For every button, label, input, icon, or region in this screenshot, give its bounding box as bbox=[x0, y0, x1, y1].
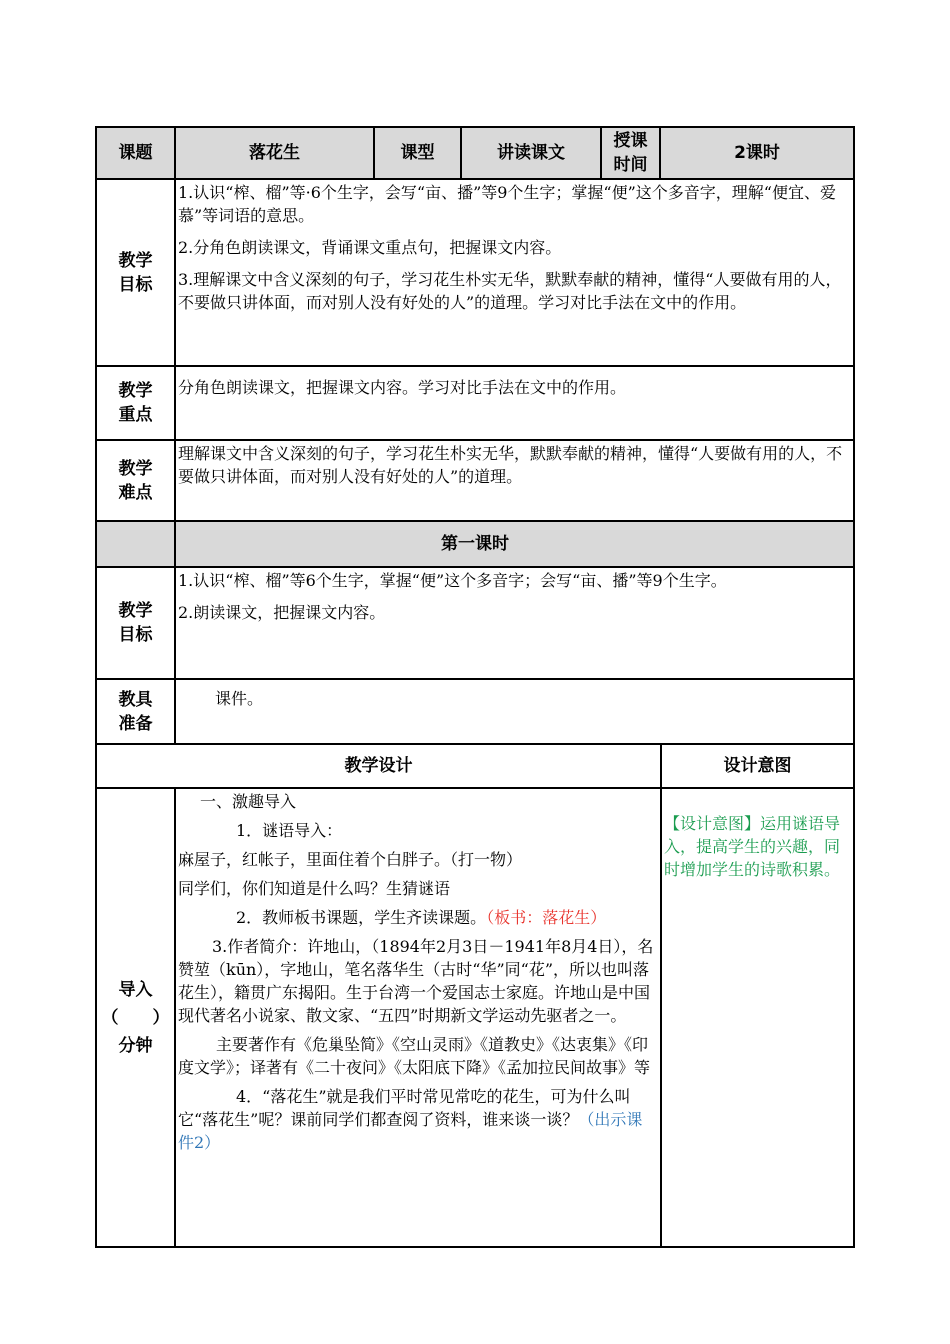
author-intro: 3.作者简介：许地山，（1894年2月3日－1941年8月4日），名赞堃（kūn），字地山，笔名落华生（古时“华”同“花”，所以也叫落花生），籍贯广东揭阳。生于台湾一个爱国志士家庭。许地山是中国现代著名小说家、散文家、“五四”时期新文学运动先驱者之一。 bbox=[178, 937, 654, 1025]
periods: 2课时 bbox=[734, 143, 780, 163]
key-points-content: 分角色朗读课文，把握课文内容。学习对比手法在文中的作用。 bbox=[178, 378, 627, 397]
subject-title: 落花生 bbox=[249, 143, 300, 163]
label-subject: 课题 bbox=[118, 143, 153, 163]
label-type: 课型 bbox=[400, 143, 435, 163]
tools-content: 课件。 bbox=[215, 689, 264, 708]
grid-line bbox=[853, 126, 855, 1248]
design-intent: 【设计意图】运用谜语导入，提高学生的兴趣，同时增加学生的诗歌积累。 bbox=[664, 814, 841, 879]
grid-line bbox=[659, 126, 661, 180]
grid-line bbox=[373, 126, 375, 180]
col-intent-header: 设计意图 bbox=[723, 756, 792, 776]
label-key-points: 教学重点 bbox=[118, 381, 153, 425]
goal-item: 1.认识“榨、榴”等6个生字，掌握“便”这个多音字；会写“亩、播”等9个生字。 bbox=[178, 571, 727, 590]
step-4: 4．“落花生”就是我们平时常见常吃的花生，可为什么叫它“落花生”呢？课前同学们都查阅了资料，谁来谈一谈？（出示课件2） bbox=[178, 1087, 643, 1152]
label-goals: 教学目标 bbox=[118, 250, 153, 295]
grid-line bbox=[95, 1246, 855, 1248]
section-label-intro: 导入（ ）分钟 bbox=[101, 979, 170, 1056]
grid-line bbox=[174, 126, 176, 744]
grid-line bbox=[95, 178, 855, 180]
design-content bbox=[175, 788, 661, 1247]
goal-item: 2.朗读课文，把握课文内容。 bbox=[178, 603, 386, 622]
riddle-ask: 同学们，你们知道是什么吗？生猜谜语 bbox=[178, 879, 451, 898]
goal-item: 2.分角色朗读课文，背诵课文重点句，把握课文内容。 bbox=[178, 238, 562, 257]
courseware-note: （出示课件2） bbox=[178, 1110, 643, 1152]
grid-line bbox=[95, 787, 855, 789]
riddle-text: 麻屋子，红帐子，里面住着个白胖子。（打一物） bbox=[178, 850, 523, 869]
grid-line bbox=[95, 126, 855, 128]
riddle-heading: 1．谜语导入： bbox=[236, 821, 343, 840]
major-works: 主要著作有《危巢坠简》《空山灵雨》《道教史》《达衷集》《印度文学》；译著有《二十夜问》《太阳底下降》《孟加拉民间故事》等 bbox=[178, 1035, 651, 1077]
grid-line bbox=[95, 520, 855, 522]
lesson-type: 讲读课文 bbox=[497, 143, 565, 163]
board-note: （板书：落花生） bbox=[486, 908, 607, 927]
label-lesson1-goals: 教学目标 bbox=[118, 601, 153, 645]
grid-line bbox=[95, 566, 855, 568]
grid-line bbox=[660, 743, 662, 1248]
goal-item: 3.理解课文中含义深刻的句子，学习花生朴实无华，默默奉献的精神，懂得“人要做有用的人，不要做只讲体面，而对别人没有好处的人”的道理。学习对比手法在文中的作用。 bbox=[178, 270, 842, 312]
goals-content bbox=[175, 179, 854, 366]
grid-line bbox=[95, 126, 97, 1248]
col-design-header: 教学设计 bbox=[344, 756, 413, 776]
step-2: 2．教师板书课题，学生齐读课题。（板书：落花生） bbox=[236, 908, 607, 927]
lesson1-goals-content bbox=[175, 567, 854, 679]
difficulties-content: 理解课文中含义深刻的句子，学习花生朴实无华，默默奉献的精神，懂得“人要做有用的人，不要做只讲体面，而对别人没有好处的人”的道理。 bbox=[178, 444, 843, 486]
label-teaching-time: 授课时间 bbox=[613, 131, 648, 175]
grid-line bbox=[600, 126, 602, 180]
grid-line bbox=[460, 126, 462, 180]
grid-line bbox=[174, 787, 176, 1248]
grid-line bbox=[95, 439, 855, 441]
label-tools: 教具准备 bbox=[118, 689, 153, 734]
grid-line bbox=[95, 678, 855, 680]
grid-line bbox=[95, 743, 855, 745]
grid-line bbox=[95, 365, 855, 367]
section-title: 一、激趣导入 bbox=[200, 792, 297, 811]
label-difficulties: 教学难点 bbox=[118, 458, 153, 503]
lesson1-title: 第一课时 bbox=[441, 534, 509, 554]
goal-item: 1.认识“榨、榴”等·6个生字，会写“亩、播”等9个生字；掌握“便”这个多音字，理解“便宜、爱慕”等词语的意思。 bbox=[178, 183, 836, 225]
